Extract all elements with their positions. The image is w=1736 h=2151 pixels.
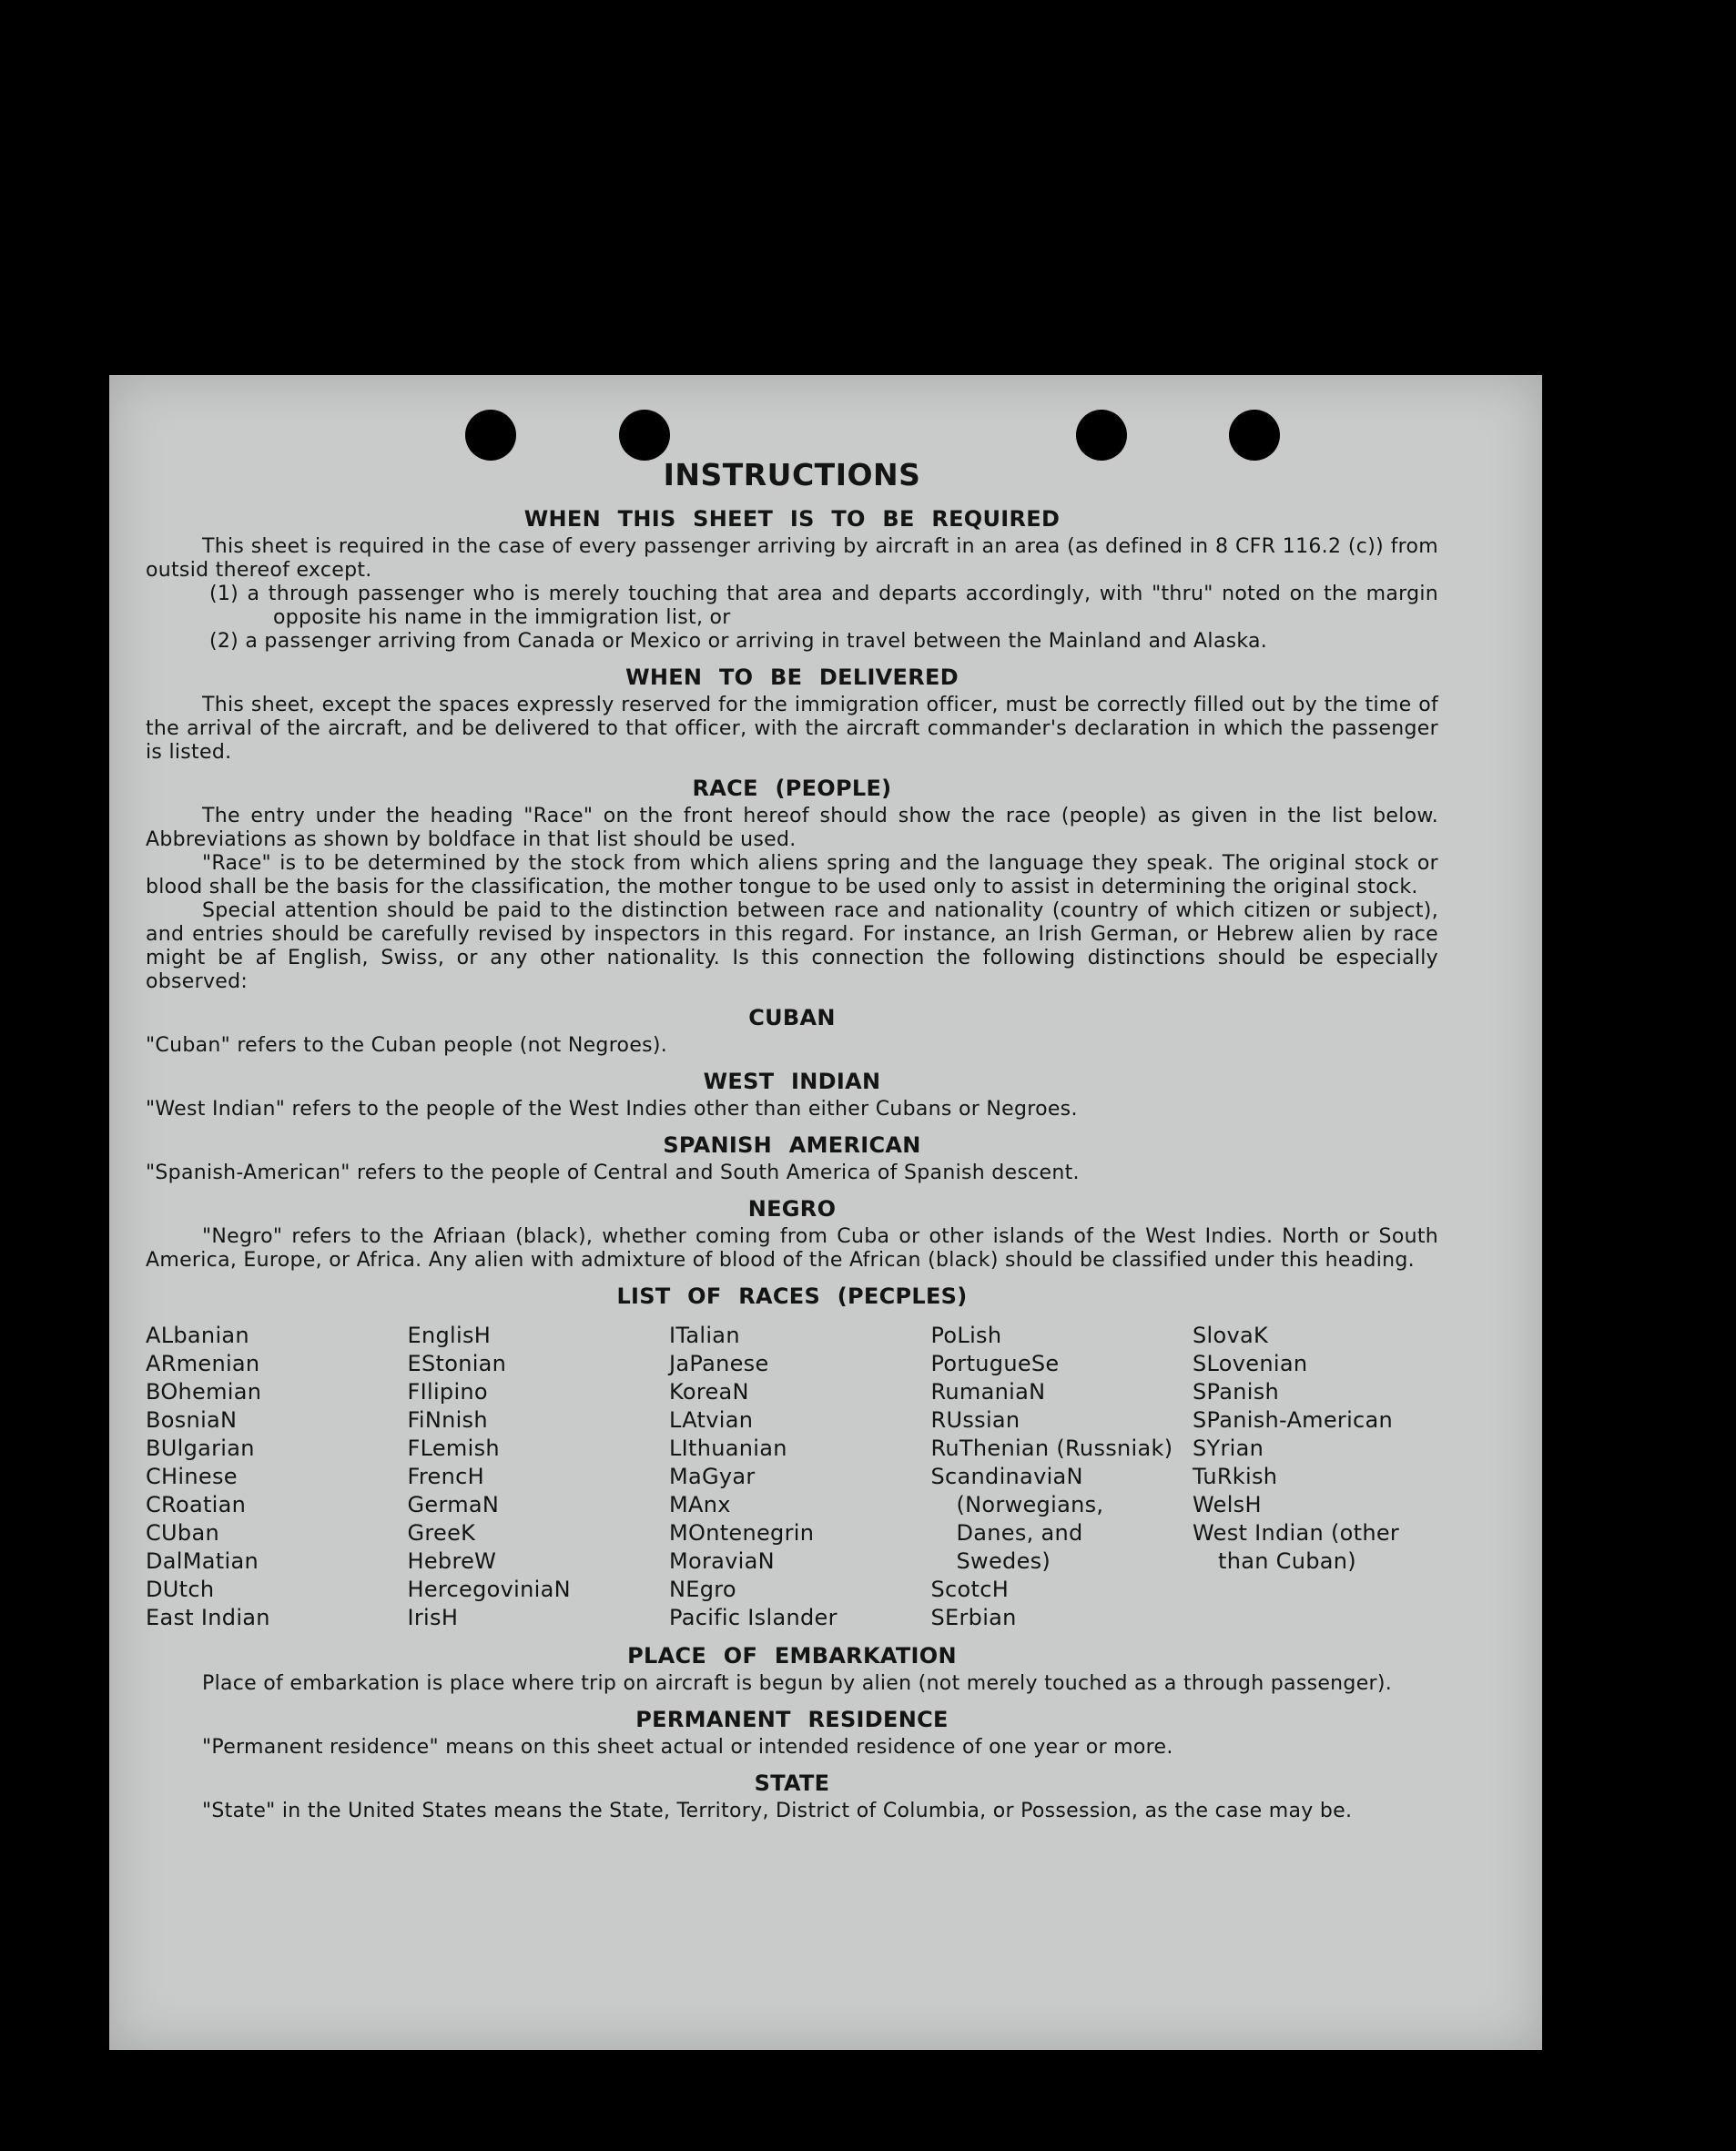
race-paragraph-3: Special attention should be paid to the distinction between race and nationality (country of which citizen or subject), and entries should be carefully revised by inspectors in this regard. For instance, an Irish German, or Hebrew alien by race might be af English, Swiss, or any other nationality. Is this connection the following distinctions should be especially observed: <box>146 899 1438 993</box>
heading-list-of-races: LIST OF RACES (PECPLES) <box>616 1283 968 1309</box>
races-column-2 <box>408 1322 654 1632</box>
race-item: ITalian <box>669 1323 740 1348</box>
heading-negro: NEGRO <box>747 1196 837 1222</box>
race-item: CHinese <box>146 1464 238 1489</box>
race-item: TuRkish <box>1193 1464 1278 1489</box>
heading-state: STATE <box>754 1771 830 1796</box>
race-item: BosniaN <box>146 1407 238 1433</box>
race-item: FrencH <box>407 1464 484 1489</box>
race-item: CRoatian <box>146 1492 247 1517</box>
races-column-1 <box>146 1322 391 1632</box>
race-item: EStonian <box>407 1351 507 1376</box>
race-item: IrisH <box>407 1605 459 1630</box>
race-item: CUban <box>146 1520 219 1546</box>
race-item: DUtch <box>146 1577 215 1602</box>
when-required-intro: This sheet is required in the case of every passenger arriving by aircraft in an area (as defined in 8 CFR 116.2 (c)) from outsid thereof except. <box>146 535 1438 582</box>
heading-spanish-american: SPANISH AMERICAN <box>663 1132 921 1158</box>
race-item: MAnx <box>669 1492 731 1517</box>
race-item: SlovaK <box>1193 1323 1269 1348</box>
state-text: "State" in the United States means the State, Territory, District of Columbia, or Possession, as the case may be. <box>202 1800 1353 1822</box>
race-paragraph-1: The entry under the heading "Race" on the front hereof should show the race (people) as given in the list below. Abbreviations as shown by boldface in that list should be used. <box>146 805 1438 851</box>
punch-hole <box>1229 410 1280 461</box>
instructions-content <box>146 455 1438 1823</box>
when-required-item-1: (1) a through passenger who is merely touching that area and departs accordingly, with "thru" noted on the margin opposite his name in the immigration list, or <box>209 583 1438 629</box>
race-item: ScandinaviaN (Norwegians, Danes, and Swedes) <box>930 1464 1104 1574</box>
cuban-text: "Cuban" refers to the Cuban people (not Negroes). <box>146 1034 668 1057</box>
when-required-item-2: (2) a passenger arriving from Canada or Mexico or arriving in travel between the Mainland and Alaska. <box>209 630 1268 653</box>
race-item: ALbanian <box>146 1323 249 1348</box>
punch-hole <box>1076 410 1127 461</box>
race-item: MaGyar <box>669 1464 756 1489</box>
race-item: West Indian (other than Cuban) <box>1193 1520 1400 1574</box>
spanish-american-text: "Spanish-American" refers to the people of Central and South America of Spanish descent. <box>146 1162 1080 1184</box>
heading-west-indian: WEST INDIAN <box>703 1069 881 1094</box>
race-item: HebreW <box>407 1548 497 1574</box>
race-item: Pacific Islander <box>669 1605 838 1630</box>
races-list <box>146 1322 1438 1632</box>
races-column-4 <box>931 1322 1177 1632</box>
race-item: FiNnish <box>407 1407 488 1433</box>
page-title: INSTRUCTIONS <box>663 457 921 492</box>
race-item: SPanish-American <box>1193 1407 1394 1433</box>
race-item: LAtvian <box>669 1407 754 1433</box>
race-item: LIthuanian <box>669 1436 787 1461</box>
race-item: FLemish <box>407 1436 500 1461</box>
heading-embarkation: PLACE OF EMBARKATION <box>627 1643 957 1669</box>
race-item: GreeK <box>407 1520 476 1546</box>
races-column-3 <box>669 1322 915 1632</box>
race-item: MoraviaN <box>669 1548 775 1574</box>
when-delivered-text: This sheet, except the spaces expressly reserved for the immigration officer, must be correctly filled out by the time of the arrival of the aircraft, and be delivered to that officer, with the aircraft commander's declaration in which the passenger is listed. <box>146 694 1438 764</box>
race-item: WelsH <box>1193 1492 1262 1517</box>
residence-text: "Permanent residence" means on this sheet actual or intended residence of one year or more. <box>202 1736 1173 1759</box>
heading-permanent-residence: PERMANENT RESIDENCE <box>635 1707 949 1732</box>
race-item: PortugueSe <box>930 1351 1060 1376</box>
race-item: SLovenian <box>1193 1351 1308 1376</box>
punch-hole <box>465 410 516 461</box>
race-item: ScotcH <box>930 1577 1010 1602</box>
race-item: GermaN <box>407 1492 500 1517</box>
heading-when-delivered: WHEN TO BE DELIVERED <box>625 665 959 690</box>
negro-text: "Negro" refers to the Afriaan (black), whether coming from Cuba or other islands of the West Indies. North or South America, Europe, or Africa. Any alien with admixture of blood of the African (black) should be classified under this heading. <box>146 1225 1438 1272</box>
race-item: East Indian <box>146 1605 270 1630</box>
race-item: JaPanese <box>669 1351 769 1376</box>
race-item: RUssian <box>930 1407 1020 1433</box>
punch-hole <box>619 410 670 461</box>
race-item: SPanish <box>1193 1379 1280 1405</box>
race-paragraph-2: "Race" is to be determined by the stock from which aliens spring and the language they speak. The original stock or blood shall be the basis for the classification, the mother tongue to be used only to assist in determining the original stock. <box>146 852 1438 898</box>
race-item: SErbian <box>930 1605 1017 1630</box>
race-item: PoLish <box>930 1323 1002 1348</box>
race-item: KoreaN <box>669 1379 749 1405</box>
race-item: SYrian <box>1193 1436 1264 1461</box>
race-item: RuThenian (Russniak) <box>930 1436 1173 1461</box>
heading-cuban: CUBAN <box>748 1005 836 1030</box>
embarkation-text: Place of embarkation is place where trip on aircraft is begun by alien (not merely touched as a through passenger). <box>202 1672 1393 1695</box>
heading-when-required: WHEN THIS SHEET IS TO BE REQUIRED <box>523 506 1061 532</box>
race-item: HercegoviniaN <box>407 1577 571 1602</box>
races-column-5 <box>1193 1322 1438 1632</box>
race-item: MOntenegrin <box>669 1520 815 1546</box>
race-item: DalMatian <box>146 1548 259 1574</box>
race-item: RumaniaN <box>930 1379 1046 1405</box>
race-item: ARmenian <box>146 1351 260 1376</box>
race-item: FIlipino <box>407 1379 488 1405</box>
race-item: BUlgarian <box>146 1436 255 1461</box>
race-item: NEgro <box>669 1577 736 1602</box>
heading-race: RACE (PEOPLE) <box>692 776 892 801</box>
west-indian-text: "West Indian" refers to the people of the West Indies other than either Cubans or Negroes. <box>146 1098 1078 1121</box>
race-item: BOhemian <box>146 1379 262 1405</box>
race-item: EnglisH <box>407 1323 492 1348</box>
